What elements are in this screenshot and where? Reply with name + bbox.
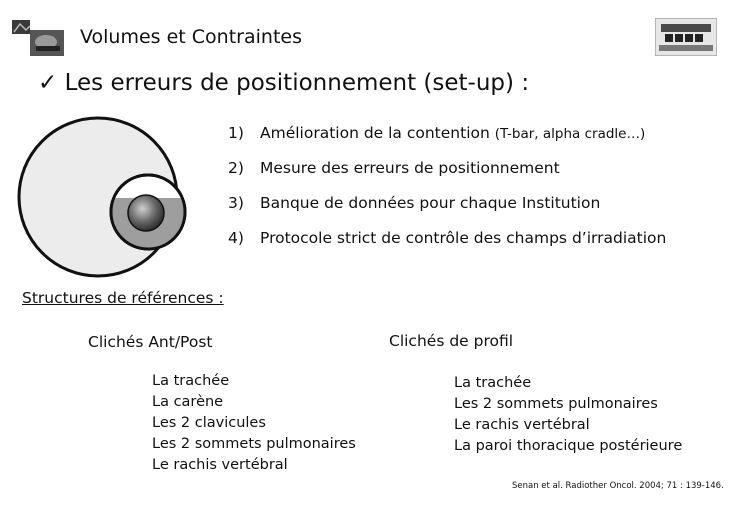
profil-title: Clichés de profil <box>389 332 514 350</box>
list-item-3: 3) Banque de données pour chaque Institution <box>228 194 601 212</box>
list-item: Le rachis vertébral <box>152 457 288 473</box>
list-item: La paroi thoracique postérieure <box>454 438 683 454</box>
header-title: Volumes et Contraintes <box>80 26 302 48</box>
main-heading-text: Les erreurs de positionnement (set-up) : <box>64 70 530 96</box>
list-item-4: 4) Protocole strict de contrôle des champs d’irradiation <box>228 229 667 247</box>
list-item: Les 2 sommets pulmonaires <box>454 396 658 412</box>
inner-volume-sphere <box>128 195 164 231</box>
list-item: La trachée <box>454 375 532 391</box>
check-mark: ✓ <box>38 70 58 96</box>
list-item: La carène <box>152 394 224 410</box>
list-item-2: 2) Mesure des erreurs de positionnement <box>228 159 560 177</box>
list-item: Les 2 clavicules <box>152 415 266 431</box>
list-item-1-note: (T-bar, alpha cradle…) <box>494 126 646 142</box>
institution-logo-right <box>655 18 717 56</box>
references-title: Structures de références : <box>22 289 224 307</box>
main-heading <box>38 70 529 96</box>
institution-logo-left <box>10 16 66 58</box>
ant-post-list <box>152 371 356 476</box>
list-item: Le rachis vertébral <box>454 417 590 433</box>
citation: Senan et al. Radiother Oncol. 2004; 71 : 139-146. <box>512 481 724 491</box>
list-item: Les 2 sommets pulmonaires <box>152 436 356 452</box>
volumes-diagram <box>14 112 204 282</box>
profil-list <box>454 373 682 457</box>
ant-post-title: Clichés Ant/Post <box>88 333 213 351</box>
list-item: La trachée <box>152 373 230 389</box>
list-item-1: 1) Amélioration de la contention (T-bar, alpha cradle…) <box>228 124 646 142</box>
